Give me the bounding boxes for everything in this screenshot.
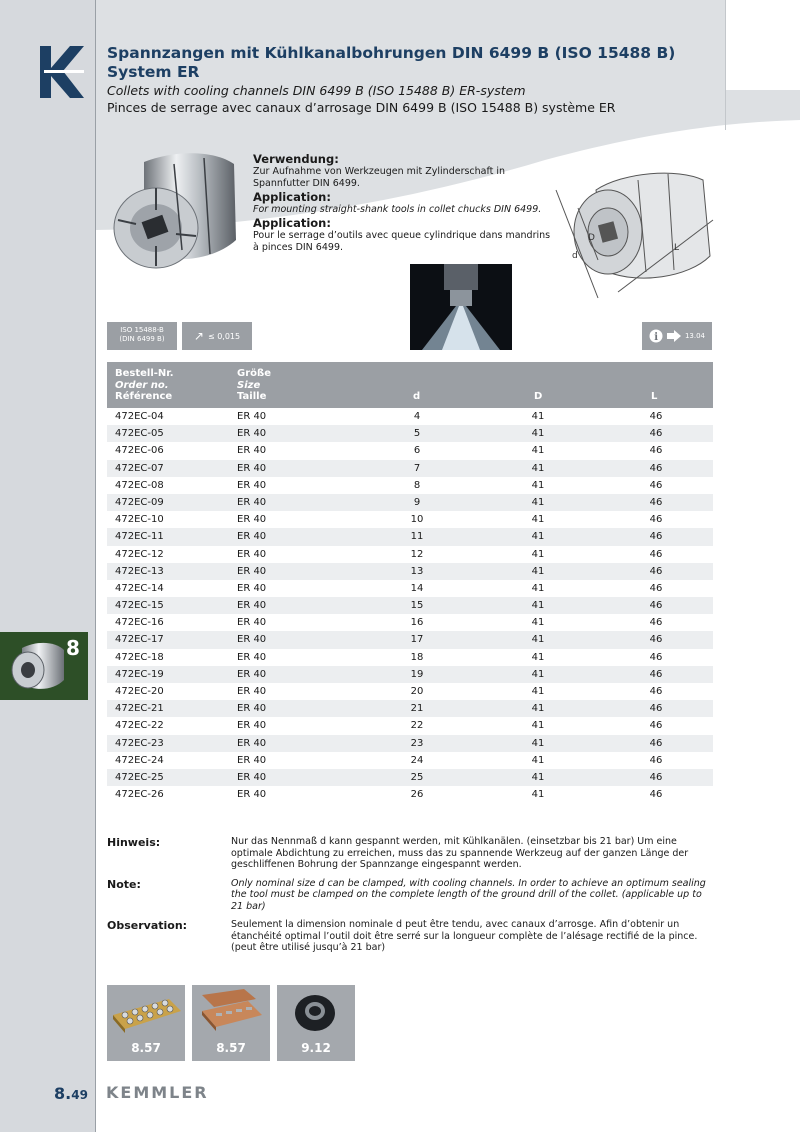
D-cell: 41: [531, 789, 545, 801]
header-L: L: [651, 391, 658, 402]
order-number-cell: 472EC-11: [115, 531, 164, 543]
size-cell: ER 40: [237, 479, 267, 491]
d-cell: 14: [410, 582, 424, 594]
header-order-en: Order no.: [115, 379, 169, 391]
size-cell: ER 40: [237, 514, 267, 526]
d-cell: 5: [413, 428, 421, 440]
related-ref-1: 8.57: [131, 1041, 161, 1055]
order-number-cell: 472EC-10: [115, 514, 164, 526]
order-number-cell: 472EC-05: [115, 428, 164, 440]
order-number-cell: 472EC-23: [115, 737, 164, 749]
collet-set-icon: [107, 985, 185, 1035]
margin-divider: [95, 0, 96, 1132]
usage-text-german: Zur Aufnahme von Werkzeugen mit Zylinderschaft in Spannfutter DIN 6499.: [253, 166, 506, 189]
order-number-cell: 472EC-26: [115, 789, 164, 801]
size-cell: ER 40: [237, 496, 267, 508]
d-cell: 24: [410, 754, 424, 766]
order-number-cell: 472EC-15: [115, 600, 164, 612]
d-cell: 12: [410, 548, 424, 560]
D-cell: 41: [531, 600, 545, 612]
header-D: D: [534, 391, 543, 402]
header-size-en: Size: [237, 379, 261, 391]
order-number-cell: 472EC-17: [115, 634, 164, 646]
size-cell: ER 40: [237, 600, 267, 612]
D-cell: 41: [531, 617, 545, 629]
collet-thumbnail-icon: [8, 638, 68, 694]
header-size-de: Größe: [237, 368, 271, 379]
order-number-cell: 472EC-14: [115, 582, 164, 594]
d-cell: 10: [410, 514, 424, 526]
L-cell: 46: [649, 703, 663, 715]
size-cell: ER 40: [237, 445, 267, 457]
section-tab[interactable]: [0, 632, 88, 700]
info-icon: [649, 329, 663, 343]
order-number-cell: 472EC-08: [115, 479, 164, 491]
size-cell: ER 40: [237, 737, 267, 749]
note-text-french: Seulement la dimension nominale d peut être tendu, avec canaux d’arrosge. Afin d’obtenir un étanchéité optimal l’outil doit être serré sur la longueur complète de l’alésage rectifié de la pince. (peut être utilisé jusqu’à 21 bar): [231, 919, 698, 953]
size-cell: ER 40: [237, 582, 267, 594]
notes-section: [107, 836, 713, 961]
usage-text-french: Pour le serrage d’outils avec queue cylindrique dans mandrins à pinces DIN 6499.: [253, 230, 551, 253]
table-row: [107, 425, 713, 442]
section-number: 8: [66, 636, 80, 660]
size-cell: ER 40: [237, 548, 267, 560]
order-number-cell: 472EC-24: [115, 754, 164, 766]
table-row: [107, 460, 713, 477]
L-cell: 46: [649, 720, 663, 732]
application-section: [253, 152, 553, 254]
size-cell: ER 40: [237, 686, 267, 697]
L-cell: 46: [649, 600, 663, 612]
d-cell: 7: [413, 462, 421, 474]
order-number-cell: 472EC-22: [115, 720, 164, 732]
L-cell: 46: [649, 634, 663, 646]
table-row: [107, 614, 713, 631]
page-number-major: 8.: [54, 1084, 72, 1103]
L-cell: 46: [649, 617, 663, 629]
header-order-no: [115, 368, 174, 403]
collet-photo-icon: [104, 150, 244, 278]
L-cell: 46: [649, 462, 663, 474]
table-header: [107, 362, 713, 408]
L-cell: 46: [649, 754, 663, 766]
D-cell: 41: [531, 686, 545, 697]
size-cell: ER 40: [237, 462, 267, 474]
header-order-de: Bestell-Nr.: [115, 368, 174, 379]
iso-line2: (DIN 6499 B): [119, 335, 165, 343]
L-cell: 46: [649, 771, 663, 783]
d-cell: 15: [410, 600, 424, 612]
title-english: Collets with cooling channels DIN 6499 B (ISO 15488 B) ER-system: [107, 83, 526, 98]
table-row: [107, 528, 713, 545]
D-cell: 41: [531, 548, 545, 560]
title-german: Spannzangen mit Kühlkanalbohrungen DIN 6499 B (ISO 15488 B) System ER: [107, 44, 676, 81]
iso-line1: ISO 15488-B: [120, 326, 164, 334]
order-number-cell: 472EC-21: [115, 703, 164, 715]
D-cell: 41: [531, 582, 545, 594]
table-row: [107, 494, 713, 511]
iso-standard-badge: [107, 322, 177, 350]
table-row: [107, 546, 713, 563]
header-divider: [725, 0, 726, 130]
d-cell: 16: [410, 617, 424, 629]
note-text-english: Only nominal size d can be clamped, with cooling channels. In order to achieve an optimum sealing the tool must be clamped on the complete length of the ground drill of the collet. (applicable up to 21 bar): [231, 877, 706, 912]
size-cell: ER 40: [237, 703, 267, 715]
d-cell: 21: [410, 703, 424, 715]
table-row: [107, 597, 713, 614]
title-french: Pinces de serrage avec canaux d’arrosage DIN 6499 B (ISO 15488 B) système ER: [107, 100, 616, 115]
size-cell: ER 40: [237, 617, 267, 629]
D-cell: 41: [531, 720, 545, 732]
left-margin-band: [0, 0, 95, 1132]
note-german: [107, 836, 713, 871]
D-cell: 41: [531, 479, 545, 491]
size-cell: ER 40: [237, 651, 267, 663]
note-label-german: Hinweis:: [107, 836, 161, 849]
d-cell: 4: [413, 411, 421, 422]
cooling-spray-photo: [410, 264, 512, 350]
L-cell: 46: [649, 686, 663, 697]
D-cell: 41: [531, 668, 545, 680]
D-cell: 41: [531, 462, 545, 474]
d-cell: 18: [410, 651, 424, 663]
L-cell: 46: [649, 531, 663, 543]
d-cell: 11: [410, 531, 424, 543]
order-number-cell: 472EC-19: [115, 668, 164, 680]
D-cell: 41: [531, 754, 545, 766]
d-cell: 6: [413, 445, 421, 457]
D-cell: 41: [531, 514, 545, 526]
note-english: [107, 878, 713, 913]
size-cell: ER 40: [237, 411, 267, 422]
related-clamping-nut[interactable]: [277, 985, 355, 1061]
related-collet-set[interactable]: [107, 985, 185, 1061]
related-ref-2: 8.57: [216, 1041, 246, 1055]
D-cell: 41: [531, 703, 545, 715]
D-cell: 41: [531, 531, 545, 543]
info-reference-badge[interactable]: [642, 322, 712, 350]
table-row: [107, 735, 713, 752]
size-cell: ER 40: [237, 634, 267, 646]
size-cell: ER 40: [237, 428, 267, 440]
d-cell: 25: [410, 771, 424, 783]
L-cell: 46: [649, 445, 663, 457]
D-cell: 41: [531, 496, 545, 508]
note-label-french: Observation:: [107, 919, 188, 932]
note-french: [107, 919, 713, 954]
table-row: [107, 442, 713, 459]
L-cell: 46: [649, 548, 663, 560]
order-number-cell: 472EC-09: [115, 496, 164, 508]
arrow-right-icon: [667, 330, 681, 342]
order-number-cell: 472EC-20: [115, 686, 164, 697]
d-cell: 22: [410, 720, 424, 732]
table-row: [107, 683, 713, 700]
size-cell: ER 40: [237, 668, 267, 680]
size-cell: ER 40: [237, 771, 267, 783]
info-reference-page: 13.04: [684, 332, 706, 340]
L-cell: 46: [649, 565, 663, 577]
table-row: [107, 786, 713, 803]
note-text-german: Nur das Nennmaß d kann gespannt werden, mit Kühlkanälen. (einsetzbar bis 21 bar) Um eine optimale Abdichtung zu erreichen, muss das zu spannende Werkzeug auf der ganzen Länge der geschliffenen Bohrung der Spannzange eingespannt werden.: [231, 836, 689, 870]
size-cell: ER 40: [237, 720, 267, 732]
size-cell: ER 40: [237, 531, 267, 543]
size-cell: ER 40: [237, 789, 267, 801]
usage-heading-german: Verwendung:: [253, 152, 339, 166]
table-row: [107, 580, 713, 597]
table-body: [107, 408, 713, 803]
order-number-cell: 472EC-13: [115, 565, 164, 577]
table-row: [107, 769, 713, 786]
order-number-cell: 472EC-04: [115, 411, 164, 422]
table-row: [107, 649, 713, 666]
table-row: [107, 631, 713, 648]
d-cell: 9: [413, 496, 421, 508]
table-row: [107, 511, 713, 528]
table-row: [107, 700, 713, 717]
table-row: [107, 477, 713, 494]
size-cell: ER 40: [237, 754, 267, 766]
page-titles: [107, 44, 717, 116]
order-number-cell: 472EC-07: [115, 462, 164, 474]
usage-heading-english: Application:: [253, 190, 331, 204]
arrow-up-right-icon: ↗: [193, 329, 204, 343]
table-row: [107, 666, 713, 683]
D-cell: 41: [531, 737, 545, 749]
dim-D-label: D: [588, 233, 595, 243]
D-cell: 41: [531, 634, 545, 646]
D-cell: 41: [531, 411, 545, 422]
coolant-spray-icon: [410, 264, 512, 350]
d-cell: 8: [413, 479, 421, 491]
page-number-minor: 49: [71, 1088, 88, 1102]
L-cell: 46: [649, 582, 663, 594]
L-cell: 46: [649, 428, 663, 440]
dim-d-label: d: [572, 251, 578, 261]
d-cell: 20: [410, 686, 424, 697]
page-number: [54, 1084, 88, 1103]
tolerance-badge: [182, 322, 252, 350]
d-cell: 19: [410, 668, 424, 680]
L-cell: 46: [649, 789, 663, 801]
order-number-cell: 472EC-16: [115, 617, 164, 629]
d-cell: 17: [410, 634, 424, 646]
order-number-cell: 472EC-18: [115, 651, 164, 663]
clamping-nut-icon: [277, 985, 355, 1035]
usage-heading-french: Application:: [253, 216, 331, 230]
L-cell: 46: [649, 479, 663, 491]
d-cell: 26: [410, 789, 424, 801]
header-order-fr: Référence: [115, 391, 173, 402]
d-cell: 23: [410, 737, 424, 749]
L-cell: 46: [649, 668, 663, 680]
note-label-english: Note:: [107, 877, 141, 891]
related-ref-3: 9.12: [301, 1041, 331, 1055]
D-cell: 41: [531, 771, 545, 783]
dim-L-label: L: [674, 243, 680, 253]
D-cell: 41: [531, 651, 545, 663]
d-cell: 13: [410, 565, 424, 577]
L-cell: 46: [649, 514, 663, 526]
L-cell: 46: [649, 496, 663, 508]
wooden-case-icon: [192, 985, 270, 1035]
table-row: [107, 717, 713, 734]
D-cell: 41: [531, 428, 545, 440]
table-row: [107, 563, 713, 580]
header-d: d: [413, 391, 421, 402]
order-number-cell: 472EC-25: [115, 771, 164, 783]
brand-name: KEMMLER: [106, 1083, 209, 1102]
usage-text-english: For mounting straight-shank tools in collet chucks DIN 6499.: [253, 204, 542, 215]
order-number-cell: 472EC-06: [115, 445, 164, 457]
kemmler-logo-icon: [40, 46, 84, 98]
order-number-cell: 472EC-12: [115, 548, 164, 560]
collet-drawing-icon: [548, 160, 723, 300]
L-cell: 46: [649, 651, 663, 663]
L-cell: 46: [649, 737, 663, 749]
D-cell: 41: [531, 565, 545, 577]
D-cell: 41: [531, 445, 545, 457]
table-row: [107, 408, 713, 425]
size-cell: ER 40: [237, 565, 267, 577]
tolerance-value: ≤ 0,015: [207, 331, 241, 341]
header-size: [237, 368, 271, 403]
L-cell: 46: [649, 411, 663, 422]
svg-text:i: i: [654, 332, 659, 343]
header-size-fr: Taille: [237, 391, 267, 402]
product-table: [107, 362, 713, 803]
related-wooden-case[interactable]: [192, 985, 270, 1061]
table-row: [107, 752, 713, 769]
